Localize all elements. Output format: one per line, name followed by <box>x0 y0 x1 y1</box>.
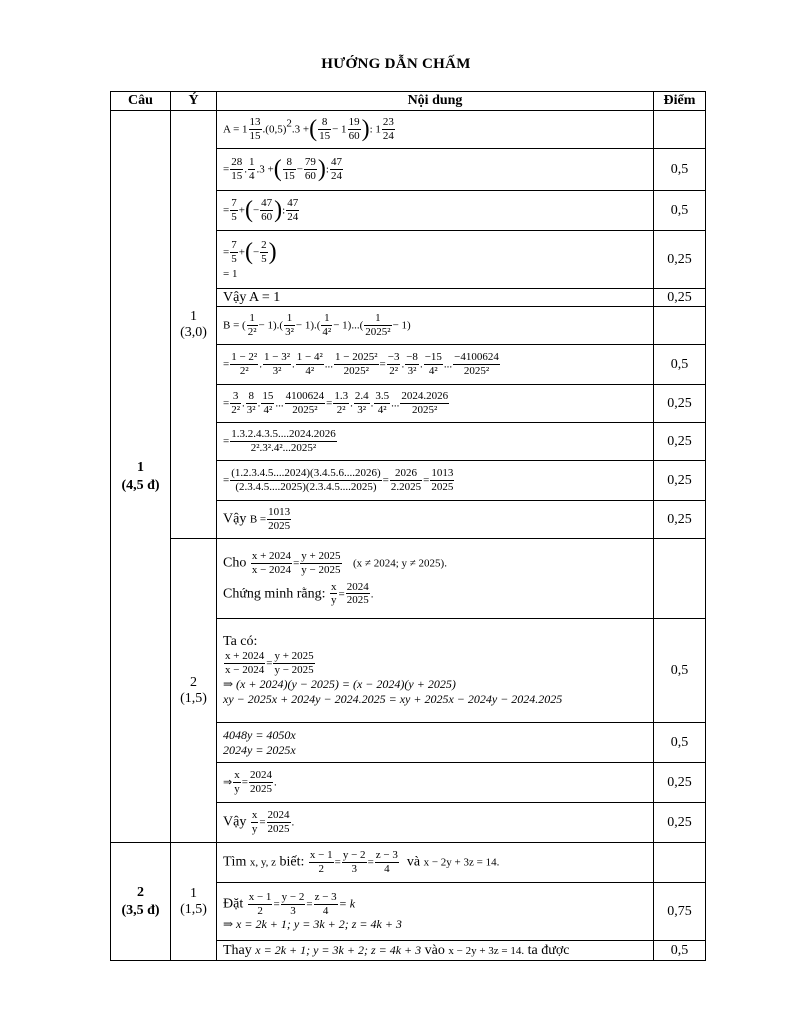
numerator: 47 <box>287 197 299 210</box>
content-cell: ⇒ $\frac{x}{y}$ = $\frac{2024}{2025}$ . <box>217 763 654 803</box>
header-noi-dung: Nội dung <box>217 92 654 111</box>
denominator: 2025² <box>463 365 490 377</box>
numerator: 1 <box>364 312 391 326</box>
fraction <box>284 312 295 338</box>
numerator: 1.3 <box>334 390 349 403</box>
denominator: 24 <box>382 130 394 142</box>
content-cell <box>217 941 654 961</box>
math-text: x, y, z <box>249 856 277 869</box>
numerator: 1 <box>248 156 255 169</box>
numerator: x − 1 <box>248 890 272 903</box>
denominator: y <box>234 783 240 795</box>
table-header-row <box>111 92 706 111</box>
denominator: 3² <box>246 404 256 416</box>
text: Cho <box>223 555 247 571</box>
fraction <box>330 581 338 607</box>
denominator: 2.2025 <box>390 481 422 493</box>
content-cell <box>217 307 654 345</box>
numerator: 28 <box>231 156 243 169</box>
denominator: 24 <box>287 211 299 223</box>
numerator: 1 <box>321 312 332 326</box>
denominator: 4 <box>322 904 329 917</box>
denominator: 2025 <box>267 823 290 835</box>
question-points: (4,5 đ) <box>121 477 160 493</box>
denominator: 2025² <box>343 365 369 377</box>
fraction <box>364 312 391 338</box>
score-cell <box>654 111 706 149</box>
math-text: .(0,5) <box>262 123 287 136</box>
math-text: ⇒ <box>223 776 233 789</box>
part-1-1-cell <box>171 111 217 539</box>
denominator: 24 <box>330 170 342 182</box>
numerator: 1.3.2.4.3.5....2024.2026 <box>231 428 336 441</box>
math-text: (x ≠ 2024; y ≠ 2025). <box>353 557 447 570</box>
score-cell <box>654 307 706 345</box>
numerator: −8 <box>406 351 418 364</box>
denominator: 15 <box>231 170 243 182</box>
numerator: x <box>251 809 258 822</box>
fraction <box>251 809 259 835</box>
score-cell: 0,5 <box>654 149 706 191</box>
question-points: (3,5 đ) <box>121 902 160 918</box>
fraction <box>430 467 454 493</box>
denominator: 60 <box>348 130 360 142</box>
numerator: 2024 <box>346 580 369 593</box>
math-text: B = <box>249 513 267 526</box>
denominator: 2 <box>257 904 263 917</box>
denominator: 3 <box>351 863 357 875</box>
fraction <box>314 891 338 917</box>
table-row <box>111 539 706 619</box>
score-cell <box>654 843 706 883</box>
denominator: 3² <box>357 404 367 416</box>
content-cell: = $\frac{1.3.2.4.3.5....2024.2026}{\text{2².3².4²...2025²}}$ <box>217 423 654 461</box>
fraction <box>453 351 500 377</box>
fraction <box>330 156 343 182</box>
header-cau: Câu <box>111 92 171 111</box>
denominator: 2² <box>239 365 249 377</box>
numerator: 3.5 <box>375 390 390 403</box>
numerator: 7 <box>231 239 237 252</box>
denominator: 2025 <box>346 594 369 607</box>
fraction <box>318 116 331 142</box>
fraction <box>230 467 381 493</box>
fraction <box>267 506 291 532</box>
score-cell: 0,25 <box>654 231 706 289</box>
fraction <box>248 891 273 917</box>
numerator: 1 − 4² <box>296 351 323 364</box>
math-text: A = 1 <box>223 123 248 136</box>
content-cell <box>217 501 654 539</box>
math-text: − 1).( <box>258 319 284 332</box>
fraction <box>230 428 337 454</box>
numerator: 7 <box>231 197 237 210</box>
math-line: 4048y = 4050x <box>223 727 296 742</box>
math-line: 2024y = 2025x <box>223 742 296 757</box>
fraction <box>249 116 262 142</box>
score-cell: 0,25 <box>654 501 706 539</box>
score-cell: 0,25 <box>654 803 706 843</box>
numerator: 19 <box>348 116 360 129</box>
fraction <box>260 239 268 265</box>
part-number: 1 <box>190 308 197 324</box>
text: Thay <box>223 942 252 958</box>
numerator: (1.2.3.4.5....2024)(3.4.5.6....2026) <box>231 467 381 480</box>
fraction <box>296 351 324 377</box>
text: vào <box>424 942 445 958</box>
content-cell: Ta có: $\frac{x + 2024}{x - 2024}$ = $\frac{y + 2025}{y - 2025}$ ⇒ (x + 2024)(y − 2025) = (x − 2024)(y + 2025) xy − 2025x + 2024y − 2024.2025 = xy + 2025x − 2024y − 2024.2025 <box>217 619 654 723</box>
score-cell: 0,5 <box>654 723 706 763</box>
numerator: 1 − 3² <box>263 351 290 364</box>
denominator: 5 <box>261 253 267 265</box>
denominator: 2025² <box>365 326 391 338</box>
math-line: = 1 <box>223 267 238 280</box>
math-text: x − 2y + 3z = 14. <box>448 944 525 957</box>
text: biết: <box>279 854 305 870</box>
content-cell: Đặt $\frac{x - 1}{2}$ = $\frac{y - 2}{3}$ = $\frac{z - 3}{4}$ = k ⇒ x = 2k + 1; y = 3k + 2; z = 4k + 3 <box>217 883 654 941</box>
denominator: 5 <box>231 253 237 265</box>
denominator: 4 <box>384 863 390 875</box>
numerator: 8 <box>283 156 296 170</box>
denominator: y − 2025 <box>274 664 314 676</box>
denominator: 2² <box>336 404 346 416</box>
numerator: 47 <box>330 156 342 169</box>
numerator: y + 2025 <box>274 650 314 663</box>
fraction <box>249 769 273 795</box>
content-cell <box>217 723 654 763</box>
denominator: 2025 <box>431 481 454 493</box>
numerator: 1013 <box>268 506 291 519</box>
fraction <box>281 891 306 917</box>
score-cell: 0,75 <box>654 883 706 941</box>
numerator: 3 <box>230 390 241 404</box>
numerator: −4100624 <box>454 351 499 364</box>
part-2-1-cell <box>171 843 217 961</box>
numerator: 1013 <box>431 467 454 480</box>
content-cell: A = 1 $\frac{13}{15}$ $.(0,5)^2.3$ +( $\frac{8}{15}$ − 1 $\frac{19}{60}$ ): 1 $\frac{23}{24}$ <box>217 111 654 149</box>
part-points: (3,0) <box>180 324 207 340</box>
question-1-cell <box>111 111 171 843</box>
fraction <box>382 116 395 142</box>
numerator: 1 <box>284 312 295 326</box>
part-number: 1 <box>190 885 197 901</box>
fraction <box>405 351 419 377</box>
fraction <box>400 390 449 416</box>
question-number: 1 <box>137 460 144 475</box>
fraction <box>390 467 422 493</box>
part-1-2-cell <box>171 539 217 843</box>
math-line: ⇒ (x + 2024)(y − 2025) = (x − 2024)(y + 2025) <box>223 676 456 691</box>
denominator: 4² <box>263 404 273 416</box>
text: và <box>406 854 421 870</box>
denominator: 3² <box>272 365 282 377</box>
numerator: z − 3 <box>314 890 337 903</box>
page-title: HƯỚNG DẪN CHẤM <box>321 56 471 72</box>
denominator: 3 <box>290 904 296 917</box>
numerator: 2024 <box>249 769 272 782</box>
fraction <box>230 390 241 416</box>
math-text: x − 2y + 3z = 14. <box>423 856 500 869</box>
math-text: − 1) <box>392 319 411 332</box>
score-cell: 0,25 <box>654 763 706 803</box>
score-cell <box>654 539 706 619</box>
math-text: − 1).( <box>295 319 321 332</box>
numerator: 2024 <box>267 809 290 822</box>
content-cell: = $\frac{(1.2.3.4.5....2024)(3.4.5.6....2026)}{(2.3.4.5....2025)(2.3.4.5....2025)}$ = $\frac{2026}{2.2025}$ = $\frac{1013}{2025}$ <box>217 461 654 501</box>
fraction <box>354 390 370 416</box>
denominator: y − 2025 <box>301 563 341 576</box>
question-2-cell <box>111 843 171 961</box>
text: ta được <box>527 942 570 958</box>
fraction <box>374 390 390 416</box>
math-text: B = ( <box>223 319 246 332</box>
math-text: .3 + <box>291 123 310 136</box>
fraction <box>230 239 238 265</box>
numerator: 2 <box>261 239 267 252</box>
numerator: y + 2025 <box>301 550 341 563</box>
fraction <box>342 849 367 875</box>
text: Vậy <box>223 511 247 527</box>
numerator: 8 <box>246 390 257 404</box>
content-cell: = $\frac{\text{1 − 2²}}{\text{2²}}$ . $\frac{\text{1 − 3²}}{\text{3²}}$ . $\frac{\text{1 − 4²}}{\text{4²}}$ ... $\frac{\text{1 − 2025²}}{\text{2025²}}$ = $\frac{-3}{\text{2²}}$ . $\frac{-8}{\text{3²}}$ . $\frac{-15}{\text{4²}}$ ... $\frac{-4100624}{\text{2025²}}$ <box>217 345 654 385</box>
fraction <box>334 351 379 377</box>
grading-table <box>110 91 706 961</box>
text: Tìm <box>223 854 247 870</box>
numerator: 2026 <box>390 467 422 481</box>
score-cell: 0,5 <box>654 619 706 723</box>
numerator: x + 2024 <box>251 550 292 563</box>
numerator: x <box>234 769 240 782</box>
denominator: y <box>251 823 258 835</box>
denominator: 60 <box>304 170 316 182</box>
content-cell: Tìm x, y, z biết: $\frac{x - 1}{2}$ = $\frac{y - 2}{3}$ = $\frac{z - 3}{4}$ và x − 2y + 3z = 14. <box>217 843 654 883</box>
fraction <box>300 550 341 576</box>
numerator: 2024.2026 <box>401 390 449 403</box>
denominator: 2025 <box>268 520 291 532</box>
content-cell: Vậy $\frac{x}{y}$ = $\frac{2024}{2025}$ . <box>217 803 654 843</box>
denominator: 2025² <box>292 404 318 416</box>
math-text: .3 + <box>256 163 274 176</box>
denominator: 15 <box>283 170 295 182</box>
content-cell: Cho $\frac{x + 2024}{x - 2024}$ = $\frac{y + 2025}{y - 2025}$ (x ≠ 2024; y ≠ 2025). Chứng minh rằng: $\frac{x}{y}$ = $\frac{2024}{2025}$ . <box>217 539 654 619</box>
fraction <box>273 650 314 676</box>
math-line: xy − 2025x + 2024y − 2024.2025 = xy + 2025x − 2024y − 2024.2025 <box>223 691 563 706</box>
fraction <box>233 769 241 795</box>
denominator: 15 <box>319 130 331 142</box>
fraction <box>375 849 399 875</box>
content-cell: = $\frac{7}{5}$ +(− $\frac{47}{60}$ ): $\frac{47}{24}$ <box>217 191 654 231</box>
numerator: 23 <box>382 116 394 129</box>
score-cell: 0,5 <box>654 345 706 385</box>
denominator: 5 <box>231 211 237 223</box>
math-text: − 1 <box>332 123 347 136</box>
fraction <box>286 197 299 223</box>
denominator: 2².3².4²...2025² <box>250 442 317 454</box>
numerator: 15 <box>262 390 274 403</box>
fraction <box>248 156 256 182</box>
fraction <box>285 390 326 416</box>
math-text: x = 2k + 1; y = 3k + 2; z = 4k + 3 <box>255 942 422 957</box>
content-cell: = $\frac{28}{15}$ . $\frac{1}{4}$ .3 +( $\frac{8}{15}$ − $\frac{79}{60}$ ): $\frac{47}{24}$ <box>217 149 654 191</box>
denominator: 3² <box>285 326 294 338</box>
denominator: x − 2024 <box>225 664 265 676</box>
denominator: 4² <box>322 326 332 338</box>
part-points: (1,5) <box>180 690 207 706</box>
numerator: 4100624 <box>285 390 325 403</box>
numerator: 1 − 2025² <box>335 351 378 364</box>
fraction <box>260 197 273 223</box>
part-points: (1,5) <box>180 901 207 917</box>
fraction <box>261 390 274 416</box>
fraction <box>321 312 332 338</box>
header-diem: Điểm <box>654 92 706 111</box>
denominator: y <box>330 594 337 607</box>
fraction <box>230 197 238 223</box>
score-cell: 0,25 <box>654 289 706 307</box>
content-cell: = $\frac{3}{\text{2²}}$ . $\frac{8}{\text{3²}}$ . $\frac{15}{\text{4²}}$ ... $\frac{4100624}{\text{2025²}}$ = $\frac{1.3}{\text{2²}}$ . $\frac{2.4}{\text{3²}}$ . $\frac{3.5}{\text{4²}}$ ... $\frac{2024.2026}{\text{2025²}}$ <box>217 385 654 423</box>
numerator: x + 2024 <box>225 650 265 663</box>
numerator: 47 <box>261 197 273 210</box>
denominator: 2025² <box>412 404 438 416</box>
denominator: 2 <box>318 863 325 875</box>
numerator: y − 2 <box>342 849 366 862</box>
numerator: y − 2 <box>281 890 305 903</box>
numerator: 1 − 2² <box>231 351 258 364</box>
question-number: 2 <box>137 885 144 900</box>
text: Vậy <box>223 814 247 830</box>
math-text: : 1 <box>369 123 381 136</box>
fraction <box>304 156 317 182</box>
numerator: −3 <box>387 351 400 364</box>
table-row <box>111 843 706 883</box>
content-cell: = $\frac{7}{5}$ +(− $\frac{2}{5}$ ) = 1 <box>217 231 654 289</box>
numerator: 1 <box>247 312 258 326</box>
fraction <box>283 156 296 182</box>
denominator: 15 <box>249 130 261 142</box>
score-cell: 0,25 <box>654 461 706 501</box>
denominator: 60 <box>261 211 273 223</box>
denominator: x − 2024 <box>251 563 292 576</box>
fraction <box>230 156 243 182</box>
score-cell: 0,5 <box>654 191 706 231</box>
denominator: 2² <box>231 404 241 416</box>
fraction <box>251 550 292 576</box>
fraction <box>247 312 258 338</box>
fraction <box>263 351 291 377</box>
math-text: − 1)...( <box>333 319 364 332</box>
denominator: 4² <box>428 365 438 377</box>
numerator: −15 <box>424 351 442 364</box>
numerator: 8 <box>318 116 331 130</box>
denominator: 2² <box>247 326 257 338</box>
numerator: 2.4 <box>354 390 369 403</box>
math-text: = k <box>338 896 356 911</box>
denominator: 4² <box>377 404 387 416</box>
fraction <box>230 351 258 377</box>
numerator: x <box>330 580 337 593</box>
score-cell: 0,25 <box>654 385 706 423</box>
score-cell: 0,5 <box>654 941 706 961</box>
text: Đặt <box>223 896 244 912</box>
table-row <box>111 111 706 149</box>
denominator: 4 <box>248 170 255 182</box>
fraction <box>387 351 401 377</box>
fraction <box>309 849 334 875</box>
math-line: ⇒ x = 2k + 1; y = 3k + 2; z = 4k + 3 <box>223 917 402 932</box>
text: Chứng minh rằng: <box>223 585 326 601</box>
part-number: 2 <box>190 674 197 690</box>
numerator: 13 <box>249 116 261 129</box>
score-cell: 0,25 <box>654 423 706 461</box>
denominator: 2025 <box>249 783 272 795</box>
numerator: 79 <box>304 156 316 169</box>
denominator: 3² <box>407 365 417 377</box>
fraction <box>333 390 349 416</box>
fraction <box>424 351 443 377</box>
fraction <box>346 581 370 607</box>
header-y: Ý <box>171 92 217 111</box>
denominator: 2² <box>389 365 399 377</box>
numerator: x − 1 <box>309 849 333 862</box>
numerator: z − 3 <box>375 849 398 862</box>
fraction <box>224 650 265 676</box>
exponent: 2 <box>286 118 292 131</box>
text: Ta có: <box>223 634 258 650</box>
content-cell: Vậy A = 1 <box>217 289 654 307</box>
fraction <box>246 390 257 416</box>
fraction <box>348 116 361 142</box>
fraction <box>267 809 291 835</box>
denominator: 4² <box>305 365 315 377</box>
denominator: (2.3.4.5....2025)(2.3.4.5....2025) <box>235 481 377 493</box>
